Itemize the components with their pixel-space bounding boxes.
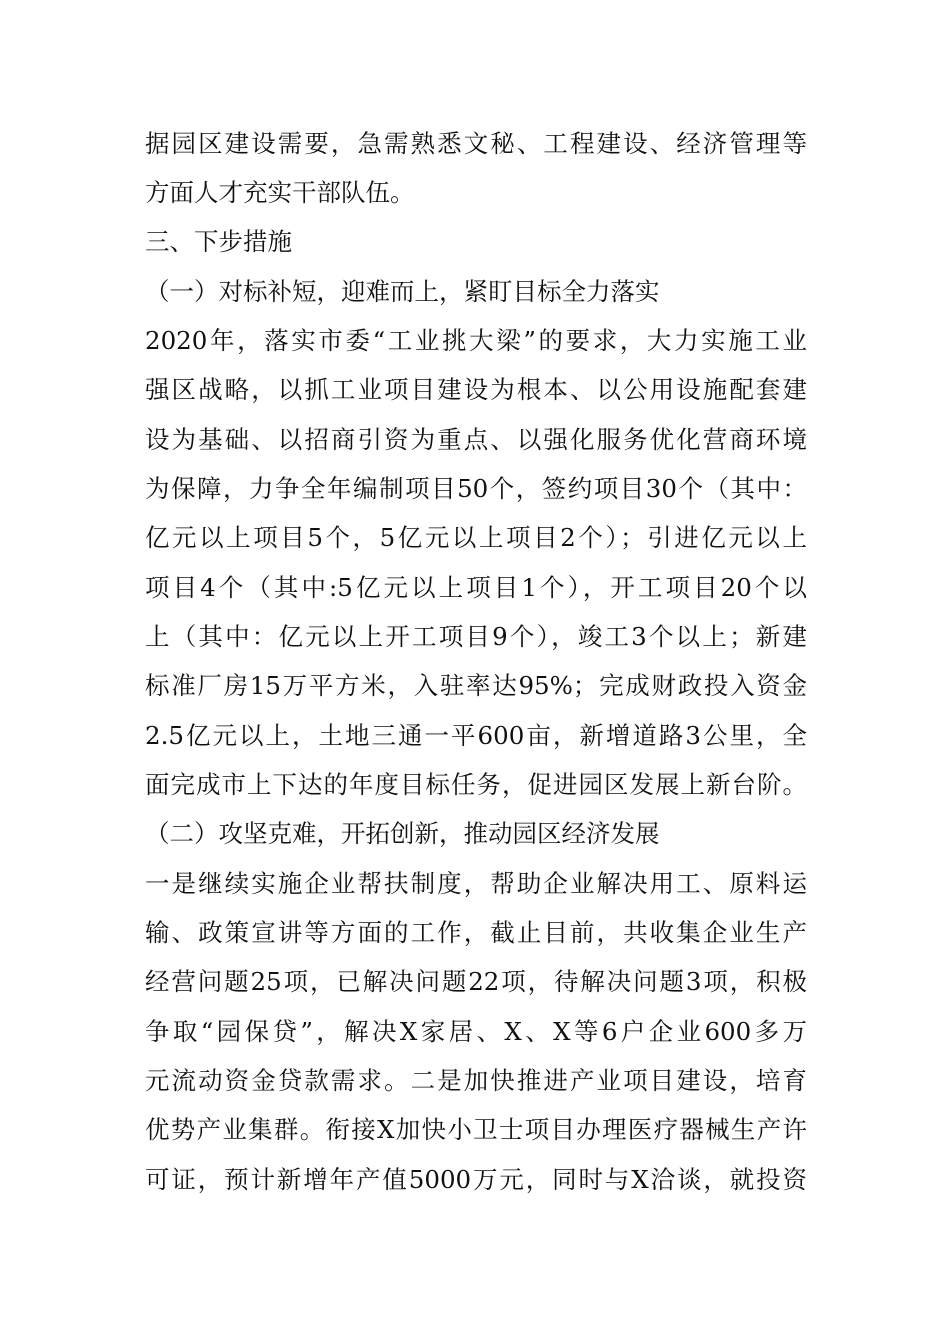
text-line-21: 优势产业集群。衔接X加快小卫士项目办理医疗器械生产许: [145, 1115, 807, 1144]
text-line-14: 面完成市上下达的年度目标任务，促进园区发展上新台阶。: [145, 770, 807, 799]
subsection-heading-1: （一）对标补短，迎难而上，紧盯目标全力落实: [145, 277, 660, 306]
text-line-5: 2020年，落实市委“工业挑大梁”的要求，大力实施工业: [145, 326, 807, 355]
section-heading: 三、下步措施: [145, 227, 292, 256]
text-line-11: 上（其中：亿元以上开工项目9个），竣工3个以上；新建: [145, 622, 807, 651]
text-line-22: 可证，预计新增年产值5000万元，同时与X洽谈，就投资: [145, 1165, 807, 1194]
text-line-18: 经营问题25项，已解决问题22项，待解决问题3项，积极: [145, 967, 807, 996]
text-line-2: 方面人才充实干部队伍。: [145, 178, 415, 207]
subsection-heading-2: （二）攻坚克难，开拓创新，推动园区经济发展: [145, 819, 660, 848]
text-line-20: 元流动资金贷款需求。二是加快推进产业项目建设，培育: [145, 1066, 807, 1095]
text-line-12: 标准厂房15万平方米，入驻率达95%；完成财政投入资金: [145, 671, 807, 700]
text-line-19: 争取“园保贷”，解决X家居、X、X等6户企业600多万: [145, 1017, 807, 1046]
text-line-1: 据园区建设需要，急需熟悉文秘、工程建设、经济管理等: [145, 129, 807, 158]
text-line-10: 项目4个（其中:5亿元以上项目1个），开工项目20个以: [145, 573, 807, 602]
text-line-9: 亿元以上项目5个，5亿元以上项目2个）；引进亿元以上: [145, 523, 807, 552]
text-line-13: 2.5亿元以上，土地三通一平600亩，新增道路3公里，全: [145, 721, 807, 750]
text-line-16: 一是继续实施企业帮扶制度，帮助企业解决用工、原料运: [145, 869, 807, 898]
text-line-7: 设为基础、以招商引资为重点、以强化服务优化营商环境: [145, 425, 807, 454]
text-line-17: 输、政策宣讲等方面的工作，截止目前，共收集企业生产: [145, 918, 807, 947]
text-line-8: 为保障，力争全年编制项目50个，签约项目30个（其中：: [145, 474, 807, 503]
text-line-6: 强区战略，以抓工业项目建设为根本、以公用设施配套建: [145, 375, 807, 404]
